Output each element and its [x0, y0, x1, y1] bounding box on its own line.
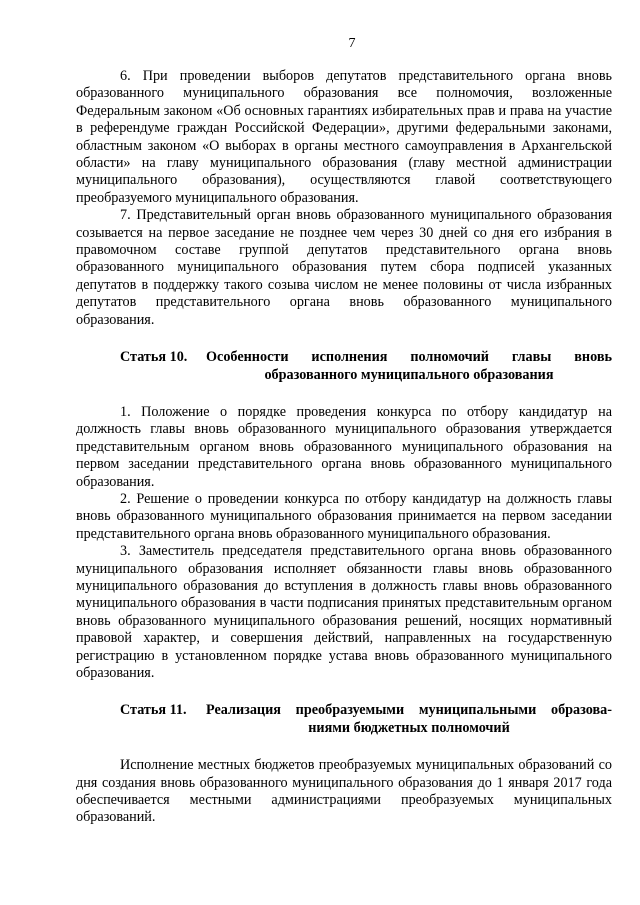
document-page	[76, 36, 612, 827]
article-11-title: Реализация преобразуемыми муниципальными образова-ниями бюджетных полномочий	[206, 702, 612, 736]
paragraph-6: 6. При проведении выборов депутатов представительного органа вновь образованного муниципального образования все полномочия, возложенные Федеральным законом «Об основных гарантиях избирательных прав и права на участие в референдуме граждан Российской Федерации», другими федеральными законами, областным законом «О выборах в органы местного самоуправления в Архангельской области» на главу муниципального образования (главу местной администрации муниципального образования), осуществляются главой соответствующего преобразуемого муниципального образования.	[76, 68, 612, 206]
article-10-title: Особенности исполнения полномочий главы вновь образованного муниципального образования	[206, 349, 612, 383]
article-11-label: Статья 11.	[120, 702, 187, 719]
article-10-paragraph-2: 2. Решение о проведении конкурса по отбору кандидатур на должность главы вновь образованного муниципального образования принимается на первом заседании представительного органа вновь образованного муниципального образования.	[76, 490, 612, 542]
paragraph-7: 7. Представительный орган вновь образованного муниципального образования созывается на первое заседание не позднее чем через 30 дней со дня его избрания в правомочном составе группой депутатов представительного органа вновь образованного муниципального образования путем сбора подписей указанных депутатов в поддержку такого созыва числом не менее половины от числа избранных депутатов представительного органа вновь образованного муниципального образования.	[76, 207, 612, 328]
article-11-heading	[76, 702, 612, 737]
article-11-paragraph-1: Исполнение местных бюджетов преобразуемых муниципальных образований со дня создания вновь образованного муниципального образования до 1 января 2017 года обеспечивается местными администрациями преобразуемых муниципальных образований.	[76, 757, 612, 826]
article-10-heading	[76, 349, 612, 384]
article-10-paragraph-1: 1. Положение о порядке проведения конкурса по отбору кандидатур на должность главы вновь образованного муниципального образования утверждается представительным органом вновь образованного муниципального образования на первом заседании представительного органа вновь образованного муниципального образования.	[76, 403, 612, 490]
article-10-label: Статья 10.	[120, 349, 188, 366]
page-number: 7	[348, 36, 356, 51]
article-10-paragraph-3: 3. Заместитель председателя представительного органа вновь образованного муниципального образования исполняет обязанности главы вновь образованного муниципального образования до вступления в должность главы вновь образованного муниципального образования в части подписания принятых представительным органом вновь образованного муниципального образования решений, носящих нормативный правовой характер, и совершения действий, направленных на государственную регистрацию в установленном порядке устава вновь образованного муниципального образования.	[76, 543, 612, 681]
